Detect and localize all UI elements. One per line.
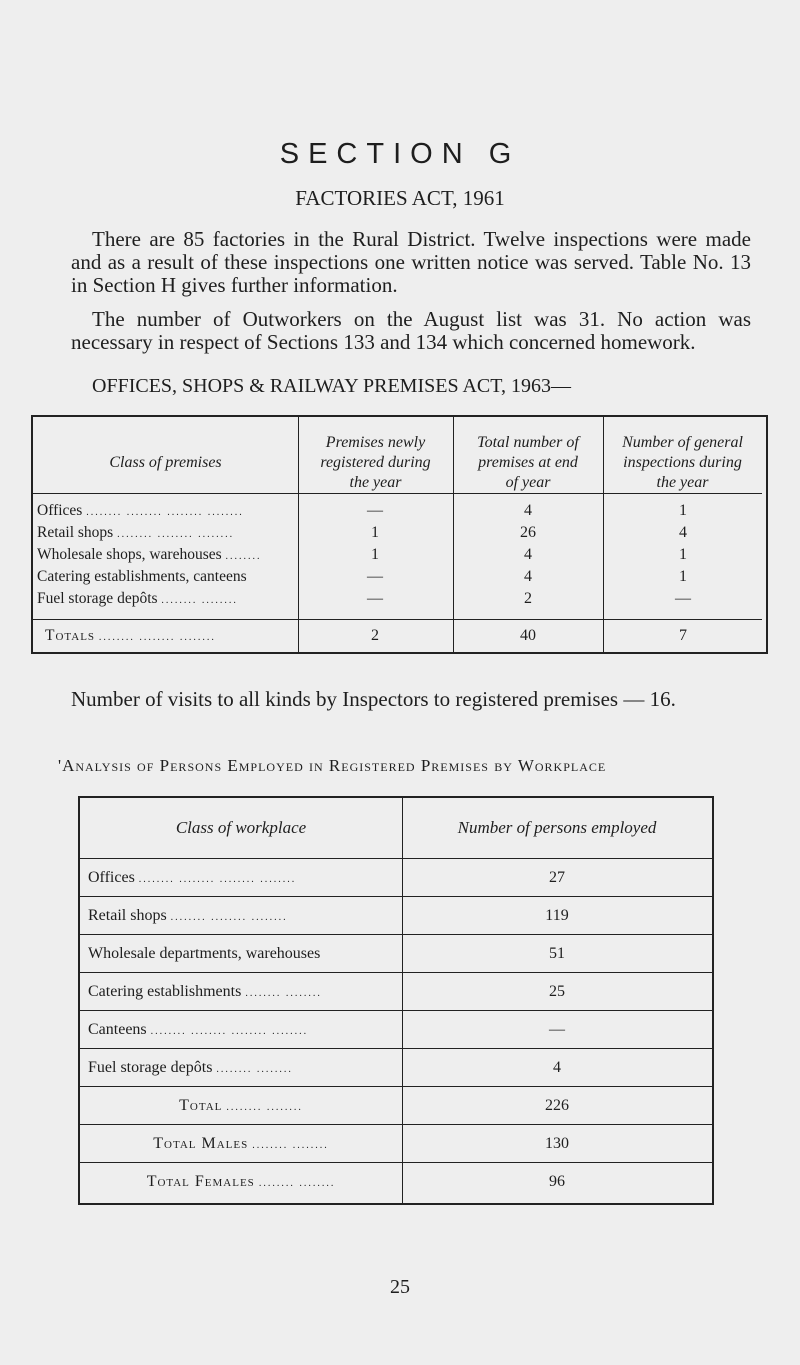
table-row: Fuel storage depôts ........ ........ 4	[88, 1059, 561, 1076]
header-class-of-workplace: Class of workplace	[175, 818, 307, 837]
header-premises-newly-registered: Premises newly registered during the year	[320, 434, 431, 491]
header-total-number: Total number of premises at end of year	[477, 434, 579, 491]
total-males-row: Total Males ........ ........ 130	[153, 1135, 569, 1152]
factories-paragraph-1: There are 85 factories in the Rural District. Twelve inspections were made and as a result of these inspections one written notice was served. Table No. 13 in Section H gives further information.	[71, 227, 751, 297]
visits-text: Number of visits to all kinds by Inspectors to registered premises — 16.	[71, 687, 676, 711]
total-row: Total ........ ........ 226	[179, 1097, 569, 1114]
section-title: SECTION G	[279, 138, 521, 170]
analysis-title: 'Analysis of Persons Employed in Registered Premises by Workplace	[58, 756, 607, 775]
table-row: Retail shops ........ ........ ........ 119	[88, 907, 569, 924]
table-row: Canteens ........ ........ ........ ........ —	[88, 1021, 565, 1038]
factories-act-title: FACTORIES ACT, 1961	[295, 186, 505, 210]
header-row	[80, 798, 712, 858]
header-class-of-premises: Class of premises	[109, 454, 222, 471]
total-females-row: Total Females ........ ........ 96	[146, 1173, 565, 1190]
table-row: Offices ........ ........ ........ ........ 27	[88, 869, 565, 886]
header-general-inspections: Number of general inspections during the year	[622, 434, 743, 491]
table-row: Wholesale departments, warehouses 51	[88, 945, 565, 962]
premises-table: Class of premises Premises newly registered during the year Total number of premises at end of year Number of general inspections during the year Offices ........ ........ ........ ........ — 4 1 Retail shops ........ ........ ........ 1 26 4 Wholesale shops, warehouses ........ 1 4 1 Catering establishments, canteens — 4 1 Fuel storage depôts ........ ........ — 2 — Totals ........ ........ ........ 2 40 7	[31, 415, 768, 654]
factories-paragraph-2: The number of Outworkers on the August list was 31. No action was necessary in respect of Sections 133 and 134 which concerned homework.	[71, 307, 751, 354]
header-number-employed: Number of persons employed	[457, 818, 657, 837]
workplace-table	[78, 796, 714, 1205]
table-row: Catering establishments ........ ........ 25	[88, 983, 565, 1000]
offices-act-title: OFFICES, SHOPS & RAILWAY PREMISES ACT, 1963—	[92, 375, 571, 397]
page-number: 25	[390, 1276, 410, 1298]
